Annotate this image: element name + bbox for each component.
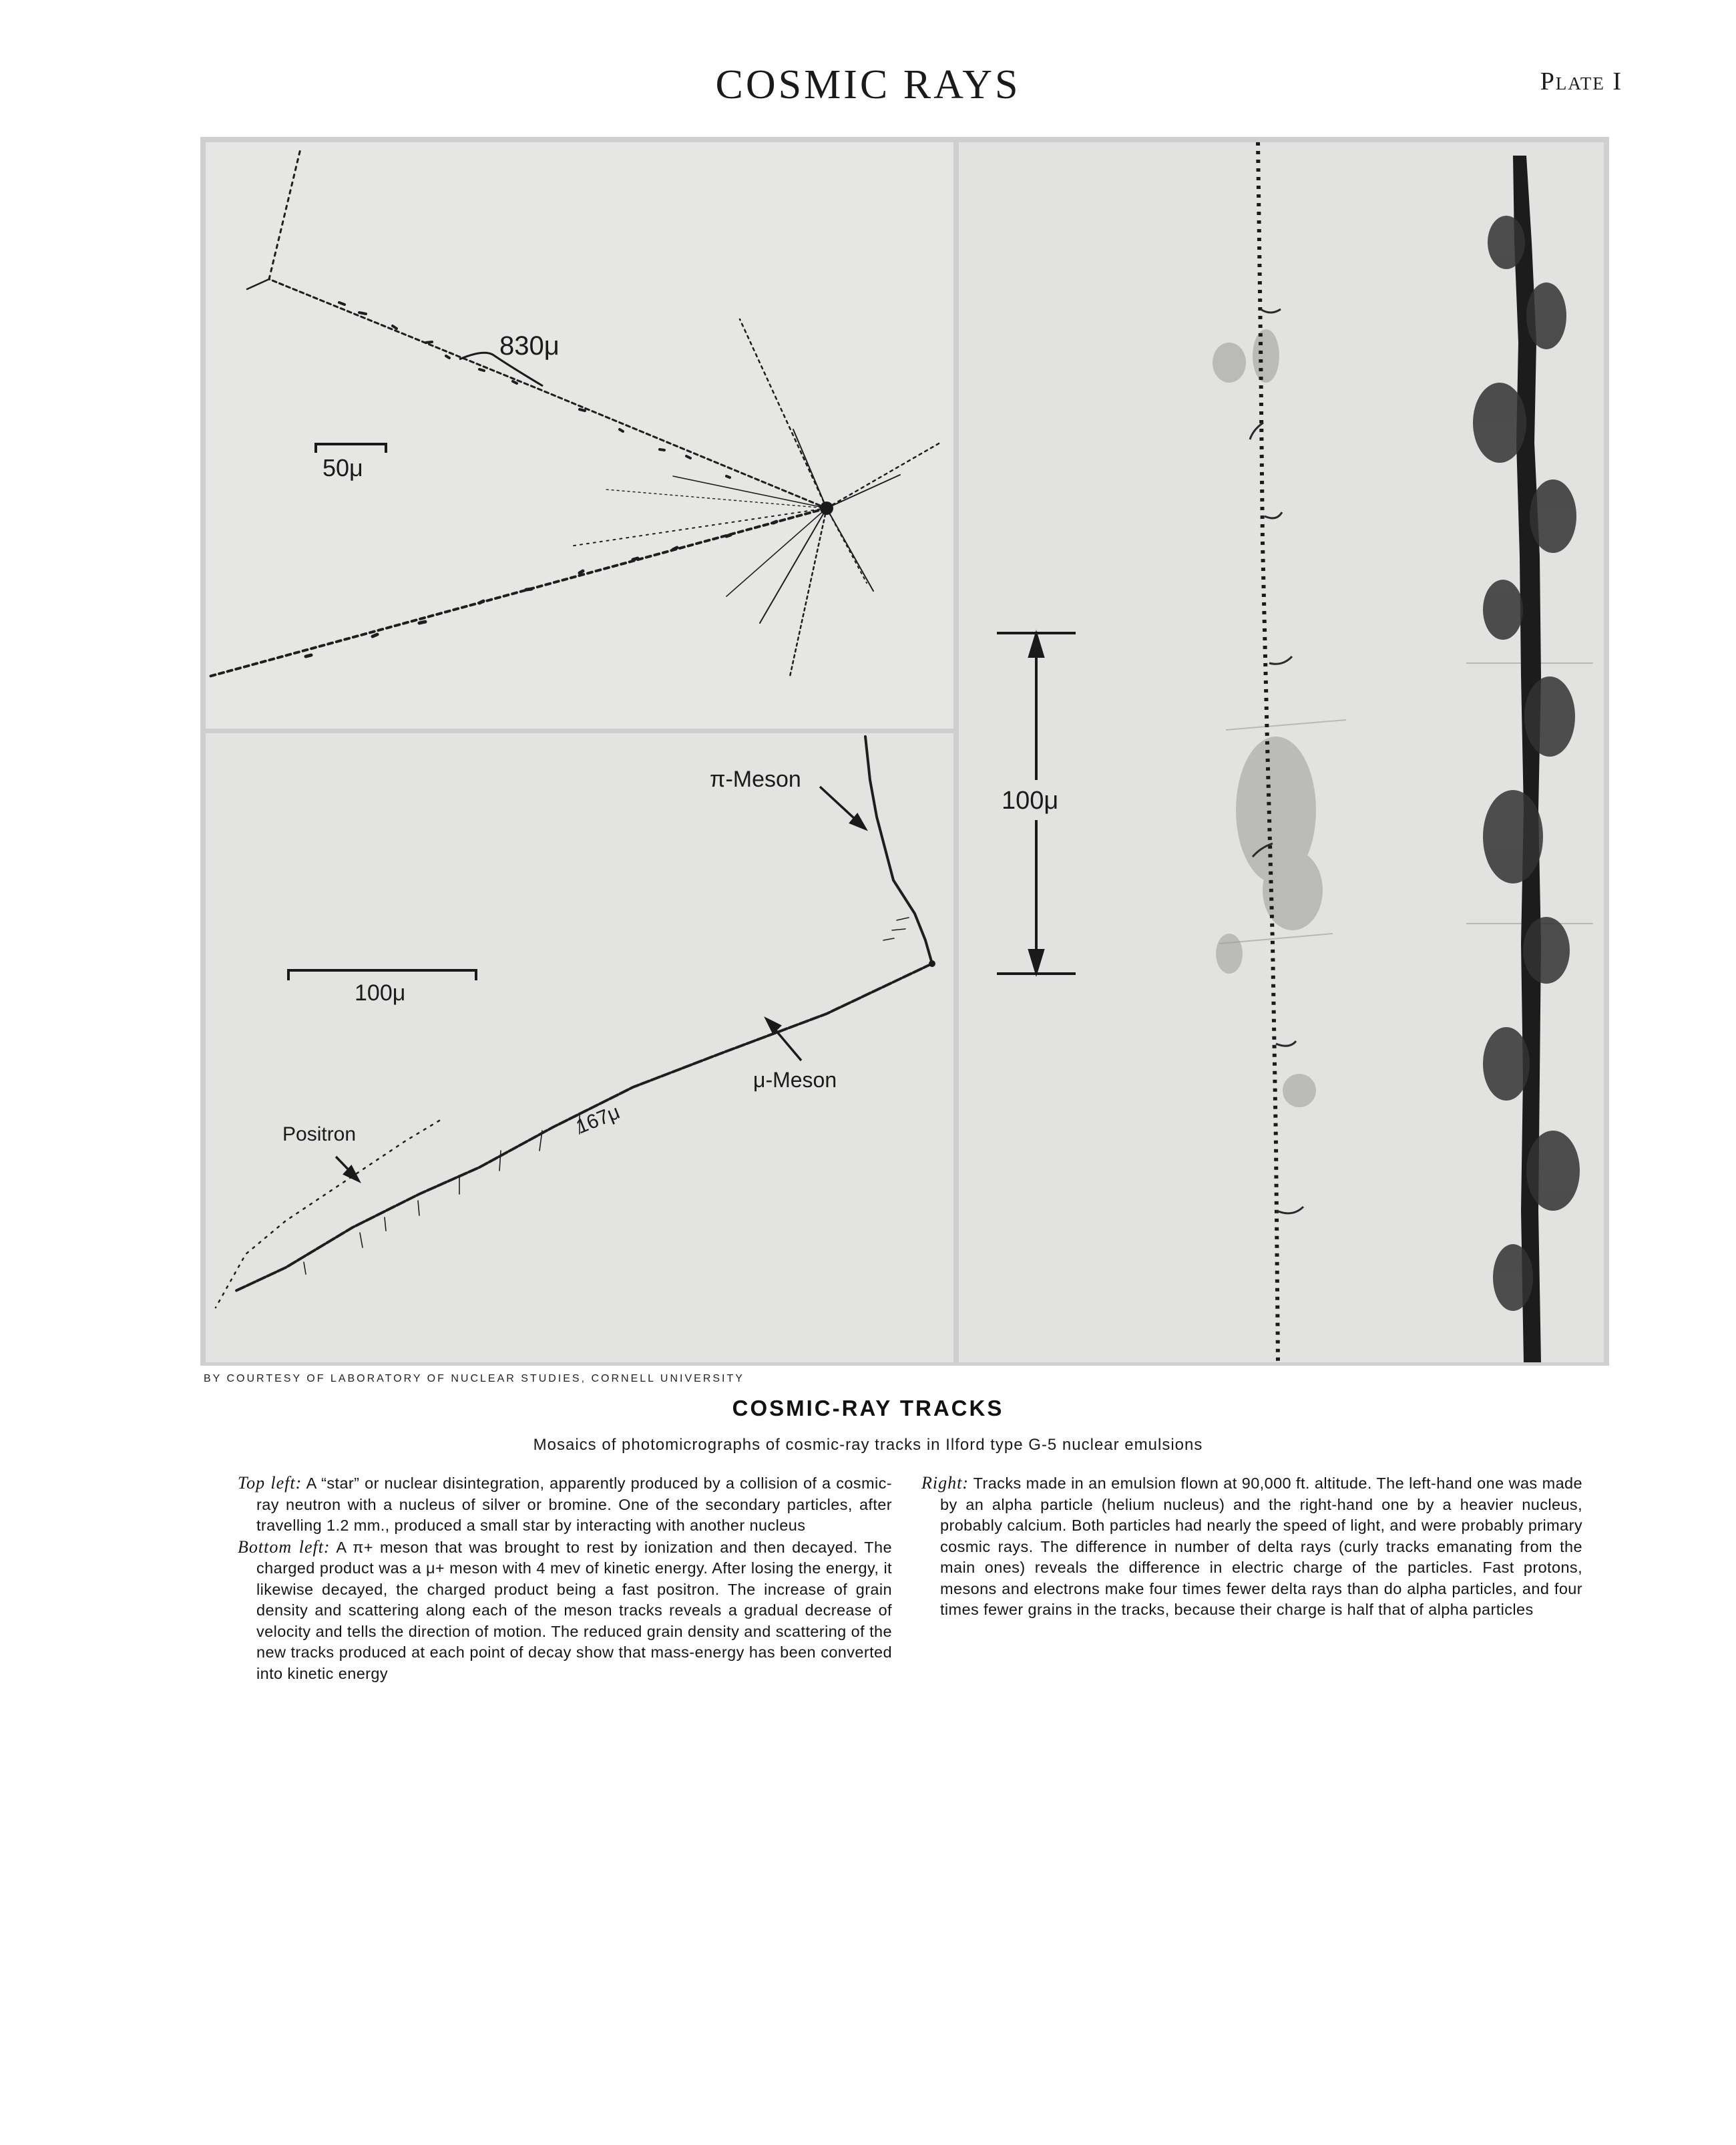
caption-left-column bbox=[238, 1473, 892, 1684]
caption-right-column bbox=[921, 1473, 1582, 1621]
caption-subtitle: Mosaics of photomicrographs of cosmic-ray tracks in Ilford type G-5 nuclear emulsions bbox=[533, 1436, 1203, 1454]
scale-bar bbox=[288, 970, 476, 980]
delta-ray-cluster bbox=[1483, 790, 1543, 884]
positron-track bbox=[216, 1121, 439, 1308]
emulsion-patch bbox=[1283, 1074, 1316, 1107]
delta-ray-cluster bbox=[1483, 1027, 1530, 1101]
scale-arrowhead-top bbox=[1030, 634, 1043, 656]
star-prong bbox=[740, 319, 827, 508]
emulsion-patch bbox=[1253, 329, 1279, 383]
track-length-label: 167μ bbox=[573, 1101, 624, 1139]
star-prong bbox=[760, 508, 827, 623]
star-prong bbox=[209, 508, 827, 676]
delta-ray-cluster bbox=[1526, 282, 1566, 349]
caption-lead: Bottom left: bbox=[238, 1537, 331, 1557]
caption-bottom-left bbox=[238, 1537, 892, 1685]
emulsion-patch bbox=[1213, 343, 1246, 383]
delta-ray-cluster bbox=[1473, 383, 1526, 463]
meson-decay-panel bbox=[206, 733, 953, 1362]
primary-tracks-figure bbox=[959, 142, 1604, 1362]
delta-ray-cluster bbox=[1488, 216, 1525, 269]
pi-meson-label: π-Meson bbox=[710, 767, 801, 792]
plate-label: Plate I bbox=[1540, 67, 1622, 95]
star-center bbox=[820, 502, 833, 515]
caption-lead: Top left: bbox=[238, 1473, 302, 1493]
star-prong bbox=[606, 490, 827, 508]
running-title: COSMIC RAYS bbox=[715, 62, 1021, 108]
positron-label: Positron bbox=[282, 1123, 357, 1145]
caption-top-left bbox=[238, 1473, 892, 1537]
star-disintegration-figure bbox=[206, 142, 953, 729]
scale-bar bbox=[316, 444, 386, 453]
caption-right bbox=[921, 1473, 1582, 1621]
delta-ray-cluster bbox=[1493, 1244, 1533, 1311]
scale-label: 100μ bbox=[1002, 787, 1059, 815]
caption-title: COSMIC-RAY TRACKS bbox=[732, 1396, 1004, 1420]
mu-meson-label: μ-Meson bbox=[753, 1068, 837, 1092]
star-prong bbox=[827, 443, 940, 508]
grain-cluster bbox=[339, 303, 730, 477]
delta-ray-cluster bbox=[1523, 917, 1570, 984]
photo-credit: BY COURTESY OF LABORATORY OF NUCLEAR STUDIES, CORNELL UNIVERSITY bbox=[204, 1373, 744, 1384]
star-disintegration-panel bbox=[206, 142, 953, 729]
caption-text: Tracks made in an emulsion flown at 90,000 ft. altitude. The left-hand one was made by an alpha particle (helium nucleus) and the right-hand one by a heavier nucleus, probably calcium. Both particles had nearly the speed of light, and were probably primary cosmic rays. The difference in number of delta rays (curly tracks emanating from the main ones) reveals the difference in electric charge of the particles. Fast protons, mesons and electrons make four times fewer delta rays than do alpha particles, and four times fewer grains in the tracks, because their charge is half that of alpha particles bbox=[940, 1475, 1582, 1618]
star-prong bbox=[570, 508, 827, 546]
star-prong bbox=[827, 508, 873, 591]
delta-ray-cluster bbox=[1524, 676, 1575, 757]
star-prong bbox=[827, 475, 900, 508]
track-length-label: 830μ bbox=[499, 331, 560, 361]
scale-label: 100μ bbox=[355, 980, 406, 1006]
delta-ray-cluster bbox=[1530, 479, 1576, 553]
scale-arrowhead-bottom bbox=[1030, 950, 1043, 972]
caption-text: A π+ meson that was brought to rest by ionization and then decayed. The charged product was a μ+ meson with 4 mev of kinetic energy. After losing the energy, it likewise decayed, the charged product being a fast positron. The increase of grain density and scattering along each of the meson tracks reveals a gradual decrease of velocity and tells the direction of motion. The reduced grain density and scattering of the new tracks produced at each point of decay show that mass-energy has been converted into kinetic energy bbox=[256, 1538, 892, 1682]
decay-point bbox=[929, 960, 935, 967]
delta-ray-cluster bbox=[1483, 580, 1523, 640]
emulsion-patch bbox=[1216, 934, 1243, 974]
small-star-prong bbox=[269, 149, 300, 279]
scale-label: 50μ bbox=[322, 454, 363, 481]
delta-ray-cluster bbox=[1526, 1131, 1580, 1211]
small-star-prong bbox=[247, 279, 269, 289]
star-prong bbox=[673, 476, 827, 508]
primary-tracks-panel bbox=[959, 142, 1604, 1362]
caption-lead: Right: bbox=[921, 1473, 969, 1493]
meson-decay-figure bbox=[206, 733, 953, 1362]
mu-meson-arrowhead bbox=[767, 1019, 780, 1032]
caption-text: A “star” or nuclear disintegration, apparently produced by a collision of a cosmic-ray neutron with a nucleus of silver or bromine. One of the secondary particles, after travelling 1.2 mm., produced a small star by interacting with another nucleus bbox=[256, 1475, 892, 1534]
photomicrograph-plate bbox=[200, 137, 1609, 1366]
star-prong bbox=[790, 508, 827, 676]
